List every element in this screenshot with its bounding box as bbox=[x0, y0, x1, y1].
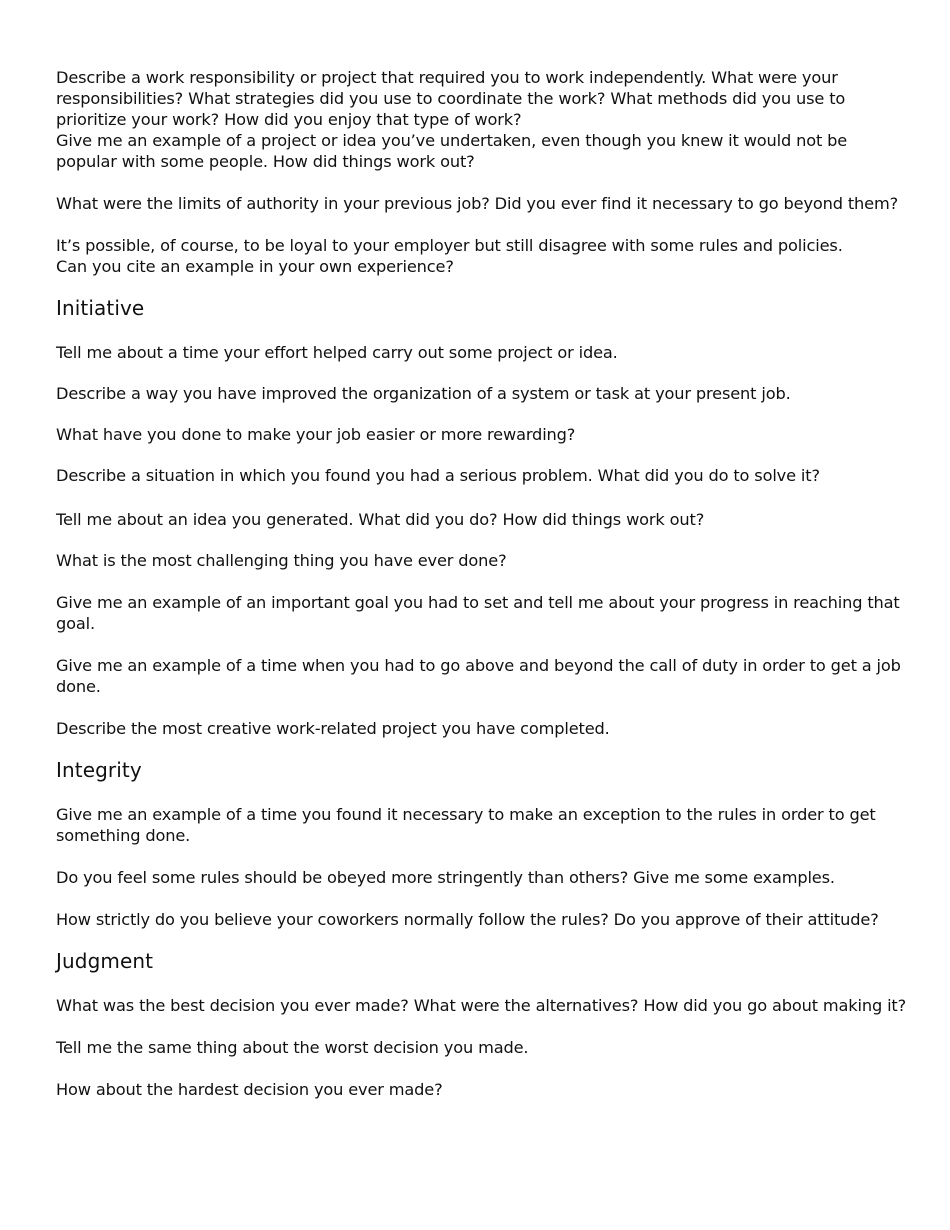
question-initiative-6: What is the most challenging thing you have ever done? bbox=[56, 551, 507, 570]
section-heading-integrity: Integrity bbox=[56, 758, 142, 782]
question-judgment-3: How about the hardest decision you ever made? bbox=[56, 1080, 443, 1099]
question-initiative-9: Describe the most creative work-related project you have completed. bbox=[56, 719, 610, 738]
question-judgment-1: What was the best decision you ever made? What were the alternatives? How did you go about making it? bbox=[56, 996, 907, 1015]
question-initiative-8: Give me an example of a time when you had to go above and beyond the call of duty in order to get a job done. bbox=[56, 656, 901, 696]
question-initiative-5: Tell me about an idea you generated. What did you do? How did things work out? bbox=[56, 510, 705, 529]
document-page bbox=[56, 67, 907, 1100]
section-heading-judgment: Judgment bbox=[56, 949, 154, 973]
question-integrity-2: Do you feel some rules should be obeyed more stringently than others? Give me some examples. bbox=[56, 868, 835, 887]
question-initiative-4: Describe a situation in which you found you had a serious problem. What did you do to solve it? bbox=[56, 466, 820, 485]
section-heading-initiative: Initiative bbox=[56, 296, 145, 320]
question-integrity-3: How strictly do you believe your coworkers normally follow the rules? Do you approve of their attitude? bbox=[56, 910, 879, 929]
question-initiative-3: What have you done to make your job easier or more rewarding? bbox=[56, 425, 576, 444]
question-independent-work: Describe a work responsibility or project that required you to work independently. What were your responsibilities? What strategies did you use to coordinate the work? What methods did you use to prioritize your work? How did you enjoy that type of work? bbox=[56, 68, 846, 129]
question-initiative-1: Tell me about a time your effort helped carry out some project or idea. bbox=[56, 343, 618, 362]
question-initiative-7: Give me an example of an important goal you had to set and tell me about your progress in reaching that goal. bbox=[56, 593, 900, 633]
question-loyalty-disagreement: It’s possible, of course, to be loyal to your employer but still disagree with some rules and policies. Can you cite an example in your own experience? bbox=[56, 236, 843, 276]
question-limits-of-authority: What were the limits of authority in your previous job? Did you ever find it necessary to go beyond them? bbox=[56, 194, 899, 213]
question-integrity-1: Give me an example of a time you found it necessary to make an exception to the rules in order to get something done. bbox=[56, 805, 876, 845]
question-initiative-2: Describe a way you have improved the organization of a system or task at your present job. bbox=[56, 384, 791, 403]
question-judgment-2: Tell me the same thing about the worst decision you made. bbox=[56, 1038, 529, 1057]
question-unpopular-project: Give me an example of a project or idea you’ve undertaken, even though you knew it would not be popular with some people. How did things work out? bbox=[56, 131, 848, 171]
